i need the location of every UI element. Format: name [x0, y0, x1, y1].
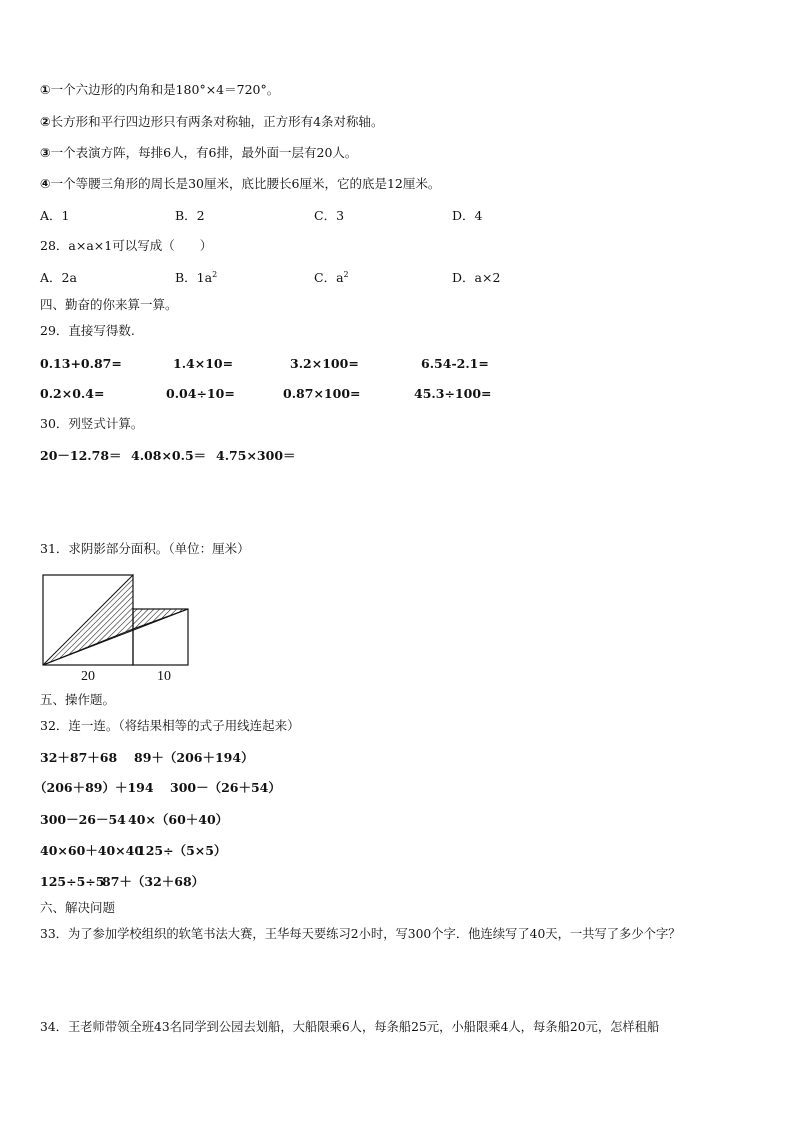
shaded-area-figure: [40, 570, 210, 686]
shaded-region-upper: [43, 575, 133, 665]
q28-option-b: [175, 270, 217, 286]
q32-left-expr: 32＋87＋68: [40, 750, 118, 765]
statement-text: 一个等腰三角形的周长是30厘米，底比腰长6厘米，它的底是12厘米。: [50, 176, 441, 191]
option-text: B．1a: [175, 270, 213, 285]
statement-3: [40, 145, 357, 161]
q33-text: 33．为了参加学校组织的软笔书法大赛，王华每天要练习2小时，写300个字．他连续写了40天，一共写了多少个字？: [40, 927, 681, 941]
q32-right-expr: 300－（26＋54）: [170, 780, 281, 795]
q34-text: 34．王老师带领全班43名同学到公园去划船，大船限乘6人，每条船25元，小船限乘4人，每条船20元，怎样租船: [40, 1020, 660, 1034]
q27-option-b: B．2: [175, 208, 205, 223]
q32-left-expr: 125÷5÷5: [40, 874, 105, 889]
section-heading-6: 六、解决问题: [40, 900, 116, 915]
option-sup: 2: [343, 269, 349, 279]
q29-item: 6.54-2.1=: [421, 356, 489, 371]
q29-item: 45.3÷100=: [414, 386, 492, 401]
q30-item: 20－12.78＝: [40, 448, 122, 463]
q32-left-expr: 40×60＋40×40: [40, 843, 144, 858]
q27-option-c: C．3: [314, 208, 345, 223]
section-heading-5: 五、操作题。: [40, 692, 116, 707]
q27-option-d: D．4: [452, 208, 483, 223]
statement-text: 一个表演方阵，每排6人，有6排，最外面一层有20人。: [50, 145, 358, 160]
q32-left-expr: 300－26－54: [40, 812, 126, 827]
q29-item: 0.04÷10=: [166, 386, 235, 401]
option-text: A．2a: [40, 270, 77, 285]
q28-stem: 28．a×a×1可以写成（ ）: [40, 238, 213, 253]
option-sup: 2: [212, 269, 218, 279]
q32-right-expr: 87＋（32＋68）: [102, 874, 205, 889]
q32-left-expr: （206＋89）＋194: [34, 780, 154, 795]
statement-marker: ③: [40, 145, 51, 160]
q28-option-d: [452, 270, 500, 286]
q32-right-expr: 89＋（206＋194）: [134, 750, 254, 765]
statement-1: [40, 82, 279, 98]
statement-marker: ①: [40, 82, 51, 97]
statement-text: 长方形和平行四边形只有两条对称轴，正方形有4条对称轴。: [50, 114, 384, 129]
statement-4: [40, 176, 440, 192]
q27-option-a: A．1: [40, 208, 70, 223]
q29-title: 29．直接写得数.: [40, 323, 135, 338]
dimension-label-10: 10: [157, 669, 171, 684]
q28-option-c: [314, 270, 349, 286]
q30-title: 30．列竖式计算。: [40, 416, 144, 431]
section-heading-4: 四、勤奋的你来算一算。: [40, 297, 178, 312]
option-text: D．a×2: [452, 270, 501, 285]
q31-title: 31．求阴影部分面积。（单位：厘米）: [40, 541, 250, 556]
q29-item: 0.87×100=: [283, 386, 361, 401]
q32-right-expr: 125÷（5×5）: [137, 843, 227, 858]
option-text: C．a: [314, 270, 344, 285]
statement-marker: ②: [40, 114, 51, 129]
statement-text: 一个六边形的内角和是180°×4＝720°。: [50, 82, 280, 97]
q30-item: 4.08×0.5＝: [131, 448, 207, 463]
dimension-label-20: 20: [81, 669, 95, 684]
q28-option-a: [40, 270, 77, 286]
statement-marker: ④: [40, 176, 51, 191]
statement-2: [40, 114, 384, 130]
q30-item: 4.75×300＝: [216, 448, 296, 463]
q32-title: 32．连一连。（将结果相等的式子用线连起来）: [40, 718, 300, 733]
q29-item: 3.2×100=: [290, 356, 359, 371]
q32-right-expr: 40×（60＋40）: [128, 812, 229, 827]
q29-item: 1.4×10=: [173, 356, 234, 371]
q29-item: 0.2×0.4=: [40, 386, 105, 401]
q29-item: 0.13+0.87=: [40, 356, 122, 371]
